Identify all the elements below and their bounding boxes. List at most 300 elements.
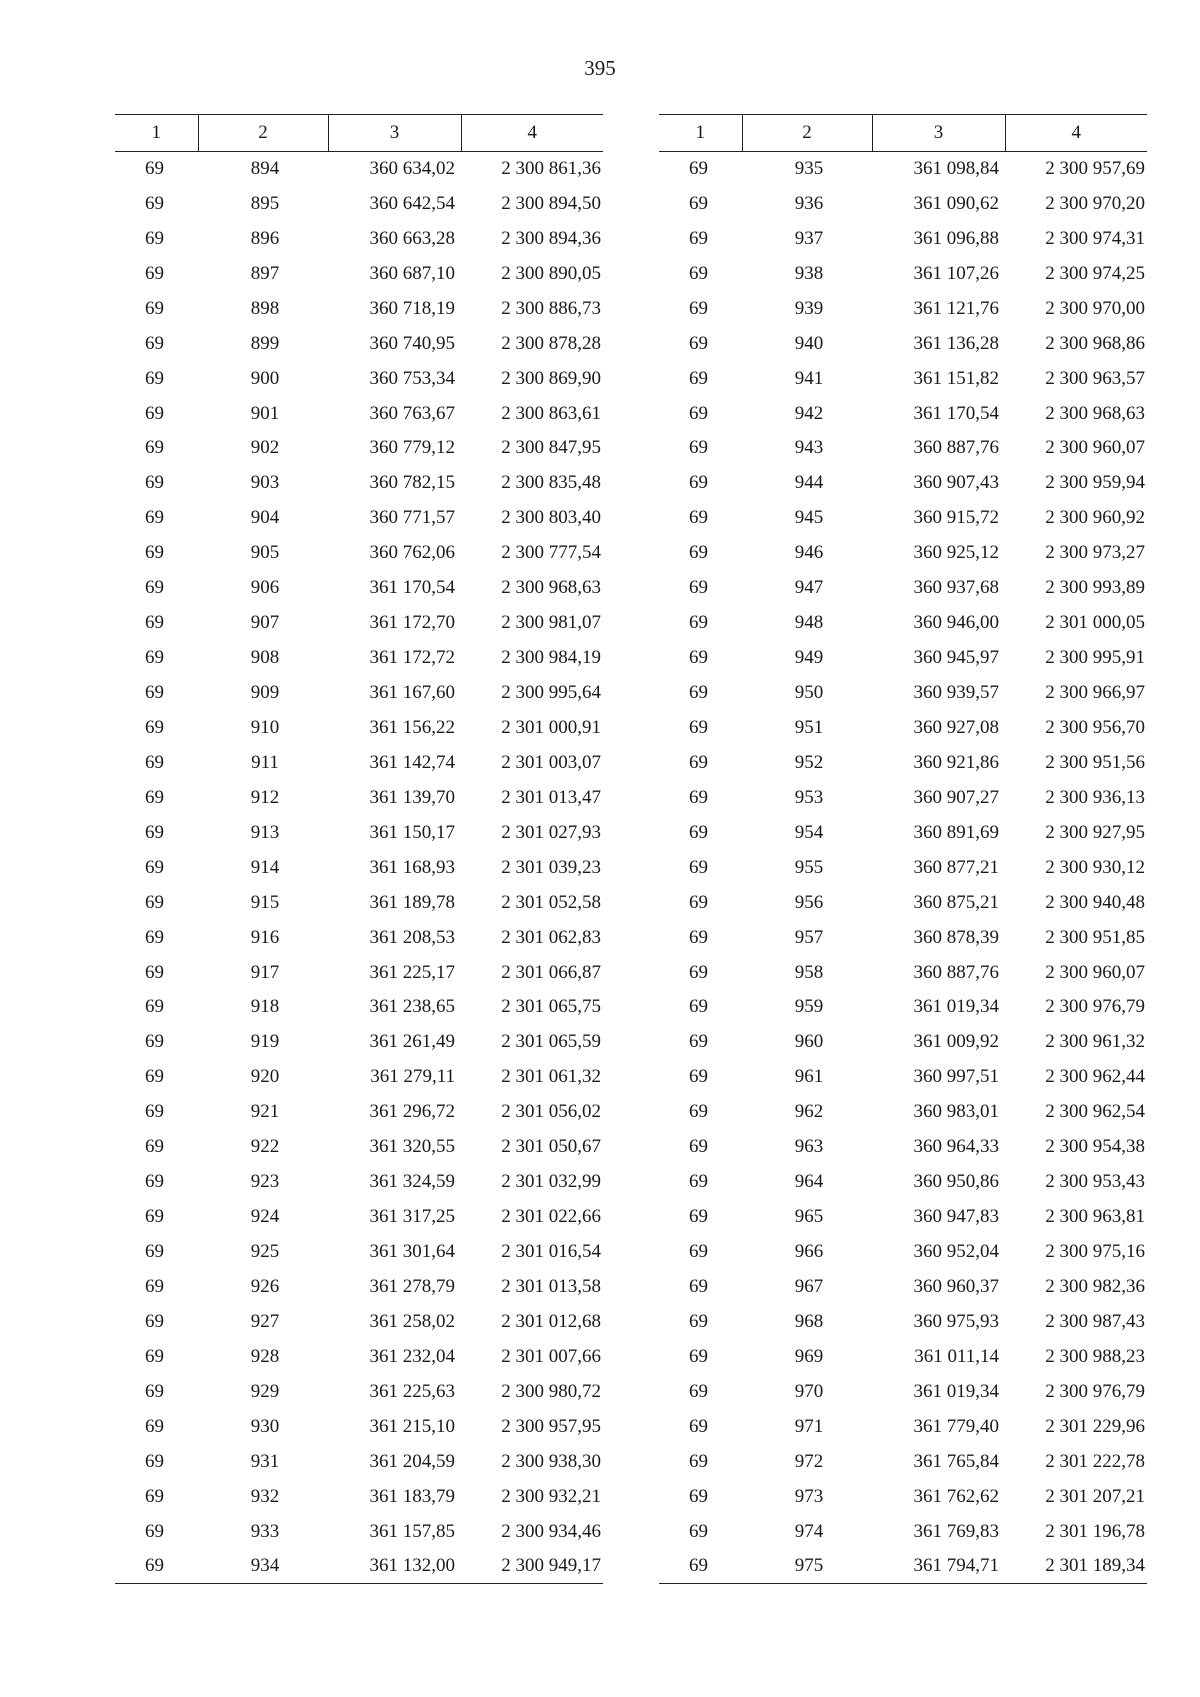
table-row — [115, 571, 603, 606]
cell-point-number: 917 — [250, 961, 280, 983]
cell-coordinate-y: 2 300 890,05 — [501, 262, 601, 284]
cell-section: 69 — [689, 996, 708, 1018]
cell-point-number: 969 — [794, 1345, 824, 1367]
cell-point-number: 963 — [794, 1136, 824, 1158]
table-row — [115, 920, 603, 955]
cell-coordinate-y: 2 301 065,59 — [501, 1031, 601, 1053]
cell-coordinate-y: 2 300 878,28 — [501, 332, 601, 354]
cell-coordinate-y: 2 300 894,50 — [501, 192, 601, 214]
column-header-3: 3 — [872, 115, 1005, 152]
cell-point-number: 949 — [794, 647, 824, 669]
cell-section: 69 — [689, 856, 708, 878]
table-row — [659, 815, 1147, 850]
cell-coordinate-y: 2 300 803,40 — [501, 507, 601, 529]
cell-section: 69 — [145, 192, 164, 214]
cell-section: 69 — [689, 332, 708, 354]
cell-coordinate-x: 360 907,27 — [913, 786, 999, 808]
cell-point-number: 929 — [250, 1380, 280, 1402]
table-row — [659, 606, 1147, 641]
column-header-4: 4 — [461, 115, 603, 152]
table-row — [115, 1374, 603, 1409]
cell-point-number: 928 — [250, 1345, 280, 1367]
table-row — [659, 1374, 1147, 1409]
cell-coordinate-y: 2 300 970,00 — [1045, 297, 1145, 319]
table-row — [659, 676, 1147, 711]
cell-section: 69 — [689, 1241, 708, 1263]
cell-section: 69 — [145, 1450, 164, 1472]
cell-coordinate-x: 360 663,28 — [369, 227, 455, 249]
table-row — [115, 990, 603, 1025]
cell-point-number: 918 — [250, 996, 280, 1018]
cell-coordinate-x: 361 225,63 — [369, 1380, 455, 1402]
cell-point-number: 951 — [794, 716, 824, 738]
cell-coordinate-x: 360 771,57 — [369, 507, 455, 529]
table-row — [115, 326, 603, 361]
cell-coordinate-y: 2 301 022,66 — [501, 1206, 601, 1228]
cell-section: 69 — [689, 158, 708, 180]
cell-coordinate-y: 2 300 951,85 — [1045, 926, 1145, 948]
cell-point-number: 910 — [250, 716, 280, 738]
cell-coordinate-x: 361 132,00 — [328, 1549, 461, 1584]
table-row — [659, 1200, 1147, 1235]
cell-coordinate-x: 360 937,68 — [913, 577, 999, 599]
cell-coordinate-y: 2 300 993,89 — [1045, 577, 1145, 599]
cell-point-number: 947 — [794, 577, 824, 599]
table-row — [659, 326, 1147, 361]
table-row — [659, 1444, 1147, 1479]
cell-coordinate-y: 2 300 974,25 — [1045, 262, 1145, 284]
cell-coordinate-y: 2 300 863,61 — [501, 402, 601, 424]
cell-coordinate-y: 2 300 960,92 — [1045, 507, 1145, 529]
cell-coordinate-x: 360 887,76 — [913, 437, 999, 459]
cell-section: 69 — [145, 1345, 164, 1367]
cell-coordinate-y: 2 300 966,97 — [1045, 682, 1145, 704]
cell-coordinate-x: 361 762,62 — [913, 1485, 999, 1507]
cell-coordinate-y: 2 300 956,70 — [1045, 716, 1145, 738]
cell-point-number: 961 — [794, 1066, 824, 1088]
cell-point-number: 911 — [251, 751, 279, 773]
table-row — [659, 256, 1147, 291]
cell-coordinate-y: 2 300 932,21 — [501, 1485, 601, 1507]
cell-coordinate-x: 360 687,10 — [369, 262, 455, 284]
table-row — [659, 1304, 1147, 1339]
table-row — [659, 1025, 1147, 1060]
cell-section: 69 — [145, 542, 164, 564]
table-row — [115, 1200, 603, 1235]
table-row — [659, 1130, 1147, 1165]
cell-coordinate-y: 2 301 032,99 — [501, 1171, 601, 1193]
cell-coordinate-y: 2 301 196,78 — [1045, 1520, 1145, 1542]
cell-coordinate-x: 361 172,72 — [369, 647, 455, 669]
cell-section: 69 — [145, 367, 164, 389]
cell-section: 69 — [145, 577, 164, 599]
cell-coordinate-y: 2 300 934,46 — [501, 1520, 601, 1542]
cell-point-number: 914 — [250, 856, 280, 878]
cell-coordinate-x: 361 278,79 — [369, 1275, 455, 1297]
table-row — [115, 1514, 603, 1549]
cell-section: 69 — [145, 262, 164, 284]
cell-section: 69 — [689, 227, 708, 249]
cell-section: 69 — [689, 1450, 708, 1472]
cell-point-number: 946 — [794, 542, 824, 564]
cell-coordinate-y: 2 300 930,12 — [1045, 856, 1145, 878]
table-row — [659, 361, 1147, 396]
cell-section: 69 — [145, 1520, 164, 1542]
table-row — [115, 501, 603, 536]
cell-coordinate-x: 361 121,76 — [913, 297, 999, 319]
cell-section: 69 — [115, 1549, 198, 1584]
table-row — [115, 431, 603, 466]
cell-coordinate-y: 2 300 981,07 — [501, 612, 601, 634]
cell-section: 69 — [145, 716, 164, 738]
table-row — [115, 780, 603, 815]
cell-section: 69 — [689, 1485, 708, 1507]
cell-section: 69 — [689, 821, 708, 843]
cell-coordinate-x: 361 090,62 — [913, 192, 999, 214]
cell-section: 69 — [145, 297, 164, 319]
cell-point-number: 950 — [794, 682, 824, 704]
cell-coordinate-x: 360 907,43 — [913, 472, 999, 494]
table-row — [659, 850, 1147, 885]
cell-point-number: 938 — [794, 262, 824, 284]
cell-coordinate-y: 2 300 960,07 — [1045, 437, 1145, 459]
coordinates-table-right — [659, 114, 1147, 1584]
cell-point-number: 974 — [794, 1520, 824, 1542]
table-row — [115, 745, 603, 780]
cell-point-number: 941 — [794, 367, 824, 389]
cell-section: 69 — [689, 262, 708, 284]
cell-point-number: 954 — [794, 821, 824, 843]
cell-section: 69 — [689, 1171, 708, 1193]
table-header-row — [115, 115, 603, 152]
cell-point-number: 943 — [794, 437, 824, 459]
cell-point-number: 952 — [794, 751, 824, 773]
cell-point-number: 967 — [794, 1275, 824, 1297]
cell-section: 69 — [689, 1031, 708, 1053]
cell-coordinate-x: 360 946,00 — [913, 612, 999, 634]
cell-coordinate-y: 2 300 953,43 — [1045, 1171, 1145, 1193]
cell-section: 69 — [145, 227, 164, 249]
table-row — [659, 501, 1147, 536]
cell-coordinate-y: 2 300 975,16 — [1045, 1241, 1145, 1263]
cell-point-number: 915 — [250, 891, 280, 913]
cell-coordinate-x: 361 215,10 — [369, 1415, 455, 1437]
cell-coordinate-y: 2 300 995,64 — [501, 682, 601, 704]
cell-coordinate-y: 2 300 974,31 — [1045, 227, 1145, 249]
cell-section: 69 — [689, 507, 708, 529]
table-row — [115, 152, 603, 187]
table-row — [659, 1479, 1147, 1514]
cell-coordinate-x: 360 950,86 — [913, 1171, 999, 1193]
cell-point-number: 959 — [794, 996, 824, 1018]
cell-section: 69 — [689, 1275, 708, 1297]
cell-section: 69 — [145, 1241, 164, 1263]
cell-coordinate-x: 361 168,93 — [369, 856, 455, 878]
cell-coordinate-y: 2 301 013,47 — [501, 786, 601, 808]
cell-section: 69 — [145, 996, 164, 1018]
table-header-row — [659, 115, 1147, 152]
cell-coordinate-y: 2 300 963,81 — [1045, 1206, 1145, 1228]
table-row — [115, 361, 603, 396]
cell-point-number: 970 — [794, 1380, 824, 1402]
table-row — [659, 641, 1147, 676]
cell-coordinate-x: 360 947,83 — [913, 1206, 999, 1228]
table-body-right — [659, 152, 1147, 1584]
cell-section: 69 — [689, 402, 708, 424]
cell-section: 69 — [145, 1171, 164, 1193]
cell-coordinate-x: 361 225,17 — [369, 961, 455, 983]
cell-coordinate-x: 361 765,84 — [913, 1450, 999, 1472]
column-header-2: 2 — [198, 115, 328, 152]
cell-coordinate-x: 361 258,02 — [369, 1310, 455, 1332]
table-row — [115, 1025, 603, 1060]
cell-point-number: 921 — [250, 1101, 280, 1123]
cell-section: 69 — [145, 926, 164, 948]
cell-coordinate-x: 360 983,01 — [913, 1101, 999, 1123]
page-number: 395 — [584, 56, 616, 80]
cell-coordinate-y: 2 300 968,86 — [1045, 332, 1145, 354]
cell-coordinate-y: 2 300 963,57 — [1045, 367, 1145, 389]
cell-coordinate-y: 2 300 960,07 — [1045, 961, 1145, 983]
cell-section: 69 — [689, 1310, 708, 1332]
table-row — [115, 850, 603, 885]
cell-point-number: 920 — [250, 1066, 280, 1088]
cell-section: 69 — [145, 1206, 164, 1228]
cell-coordinate-x: 360 718,19 — [369, 297, 455, 319]
cell-coordinate-x: 361 009,92 — [913, 1031, 999, 1053]
cell-section: 69 — [145, 1380, 164, 1402]
cell-coordinate-y: 2 300 968,63 — [501, 577, 601, 599]
cell-coordinate-x: 360 875,21 — [913, 891, 999, 913]
table-row — [659, 955, 1147, 990]
cell-coordinate-x: 360 878,39 — [913, 926, 999, 948]
cell-section: 69 — [145, 1415, 164, 1437]
cell-coordinate-x: 360 887,76 — [913, 961, 999, 983]
table-row — [659, 1060, 1147, 1095]
cell-coordinate-x: 361 301,64 — [369, 1241, 455, 1263]
cell-coordinate-x: 361 019,34 — [913, 1380, 999, 1402]
column-header-2: 2 — [742, 115, 872, 152]
cell-section: 69 — [659, 1549, 742, 1584]
cell-coordinate-y: 2 300 936,13 — [1045, 786, 1145, 808]
cell-coordinate-y: 2 300 973,27 — [1045, 542, 1145, 564]
cell-coordinate-x: 360 763,67 — [369, 402, 455, 424]
table-row — [115, 1549, 603, 1584]
cell-section: 69 — [689, 577, 708, 599]
cell-point-number: 923 — [250, 1171, 280, 1193]
cell-point-number: 912 — [250, 786, 280, 808]
cell-section: 69 — [145, 472, 164, 494]
table-row — [659, 221, 1147, 256]
cell-coordinate-x: 361 794,71 — [872, 1549, 1005, 1584]
cell-point-number: 973 — [794, 1485, 824, 1507]
cell-coordinate-y: 2 301 039,23 — [501, 856, 601, 878]
cell-coordinate-x: 361 011,14 — [914, 1345, 999, 1367]
cell-point-number: 937 — [794, 227, 824, 249]
cell-section: 69 — [689, 1136, 708, 1158]
cell-coordinate-x: 361 779,40 — [913, 1415, 999, 1437]
table-row — [659, 186, 1147, 221]
cell-coordinate-x: 361 296,72 — [369, 1101, 455, 1123]
table-row — [115, 1339, 603, 1374]
cell-coordinate-x: 361 167,60 — [369, 682, 455, 704]
cell-point-number: 956 — [794, 891, 824, 913]
cell-coordinate-y: 2 301 207,21 — [1045, 1485, 1145, 1507]
cell-coordinate-y: 2 301 027,93 — [501, 821, 601, 843]
cell-point-number: 906 — [250, 577, 280, 599]
cell-point-number: 904 — [250, 507, 280, 529]
column-header-1: 1 — [115, 115, 198, 152]
table-row — [659, 1095, 1147, 1130]
cell-point-number: 935 — [794, 158, 824, 180]
table-row — [115, 1304, 603, 1339]
cell-coordinate-x: 360 952,04 — [913, 1241, 999, 1263]
table-row — [659, 745, 1147, 780]
cell-coordinate-y: 2 301 189,34 — [1005, 1549, 1147, 1584]
cell-coordinate-y: 2 300 976,79 — [1045, 996, 1145, 1018]
cell-section: 69 — [145, 647, 164, 669]
cell-coordinate-x: 361 142,74 — [369, 751, 455, 773]
cell-point-number: 936 — [794, 192, 824, 214]
cell-point-number: 972 — [794, 1450, 824, 1472]
cell-point-number: 897 — [250, 262, 280, 284]
cell-coordinate-x: 361 098,84 — [913, 158, 999, 180]
cell-coordinate-x: 361 204,59 — [369, 1450, 455, 1472]
cell-point-number: 942 — [794, 402, 824, 424]
cell-point-number: 919 — [250, 1031, 280, 1053]
cell-coordinate-x: 361 170,54 — [913, 402, 999, 424]
cell-point-number: 968 — [794, 1310, 824, 1332]
cell-coordinate-y: 2 300 995,91 — [1045, 647, 1145, 669]
table-row — [659, 780, 1147, 815]
table-row — [659, 1514, 1147, 1549]
cell-point-number: 898 — [250, 297, 280, 319]
table-row — [659, 1409, 1147, 1444]
cell-point-number: 960 — [794, 1031, 824, 1053]
table-row — [115, 186, 603, 221]
cell-coordinate-x: 360 927,08 — [913, 716, 999, 738]
cell-coordinate-x: 360 740,95 — [369, 332, 455, 354]
cell-coordinate-x: 360 997,51 — [913, 1066, 999, 1088]
cell-coordinate-x: 360 975,93 — [913, 1310, 999, 1332]
cell-point-number: 899 — [250, 332, 280, 354]
cell-point-number: 932 — [250, 1485, 280, 1507]
cell-point-number: 933 — [250, 1520, 280, 1542]
cell-coordinate-x: 361 238,65 — [369, 996, 455, 1018]
cell-coordinate-y: 2 301 003,07 — [501, 751, 601, 773]
cell-coordinate-x: 361 170,54 — [369, 577, 455, 599]
cell-coordinate-y: 2 300 927,95 — [1045, 821, 1145, 843]
cell-section: 69 — [145, 961, 164, 983]
cell-coordinate-x: 361 208,53 — [369, 926, 455, 948]
cell-coordinate-y: 2 300 869,90 — [501, 367, 601, 389]
cell-coordinate-x: 361 157,85 — [369, 1520, 455, 1542]
table-row — [659, 1165, 1147, 1200]
cell-point-number: 953 — [794, 786, 824, 808]
cell-coordinate-x: 361 320,55 — [369, 1136, 455, 1158]
cell-section: 69 — [145, 507, 164, 529]
cell-section: 69 — [689, 542, 708, 564]
cell-section: 69 — [689, 926, 708, 948]
cell-section: 69 — [145, 612, 164, 634]
table-row — [115, 606, 603, 641]
cell-section: 69 — [689, 647, 708, 669]
cell-coordinate-y: 2 301 000,91 — [501, 716, 601, 738]
cell-coordinate-y: 2 301 007,66 — [501, 1345, 601, 1367]
table-row — [115, 1165, 603, 1200]
cell-point-number: 962 — [794, 1101, 824, 1123]
table-row — [659, 1549, 1147, 1584]
cell-point-number: 913 — [250, 821, 280, 843]
column-header-4: 4 — [1005, 115, 1147, 152]
cell-coordinate-y: 2 300 970,20 — [1045, 192, 1145, 214]
cell-coordinate-y: 2 300 861,36 — [501, 158, 601, 180]
cell-coordinate-y: 2 300 968,63 — [1045, 402, 1145, 424]
cell-section: 69 — [145, 437, 164, 459]
cell-section: 69 — [145, 1031, 164, 1053]
cell-section: 69 — [145, 1136, 164, 1158]
table-row — [659, 466, 1147, 501]
cell-section: 69 — [689, 437, 708, 459]
cell-coordinate-y: 2 300 962,44 — [1045, 1066, 1145, 1088]
cell-coordinate-y: 2 300 835,48 — [501, 472, 601, 494]
cell-point-number: 896 — [250, 227, 280, 249]
table-row — [659, 990, 1147, 1025]
cell-coordinate-x: 360 915,72 — [913, 507, 999, 529]
table-row — [659, 291, 1147, 326]
cell-point-number: 925 — [250, 1241, 280, 1263]
cell-coordinate-y: 2 301 222,78 — [1045, 1450, 1145, 1472]
table-row — [659, 571, 1147, 606]
cell-coordinate-y: 2 300 951,56 — [1045, 751, 1145, 773]
cell-point-number: 895 — [250, 192, 280, 214]
cell-point-number: 940 — [794, 332, 824, 354]
cell-coordinate-y: 2 301 056,02 — [501, 1101, 601, 1123]
cell-section: 69 — [145, 332, 164, 354]
table-row — [115, 1409, 603, 1444]
cell-point-number: 901 — [250, 402, 280, 424]
table-row — [115, 1235, 603, 1270]
cell-section: 69 — [689, 716, 708, 738]
cell-section: 69 — [145, 158, 164, 180]
table-row — [659, 920, 1147, 955]
table-row — [659, 396, 1147, 431]
cell-coordinate-x: 361 139,70 — [369, 786, 455, 808]
cell-coordinate-x: 361 279,11 — [370, 1066, 455, 1088]
cell-section: 69 — [689, 751, 708, 773]
cell-section: 69 — [689, 612, 708, 634]
cell-point-number: 926 — [250, 1275, 280, 1297]
cell-coordinate-x: 361 156,22 — [369, 716, 455, 738]
cell-section: 69 — [689, 786, 708, 808]
cell-section: 69 — [145, 402, 164, 424]
cell-coordinate-y: 2 300 847,95 — [501, 437, 601, 459]
cell-coordinate-y: 2 300 949,17 — [461, 1549, 603, 1584]
cell-coordinate-x: 360 921,86 — [913, 751, 999, 773]
cell-coordinate-y: 2 301 013,58 — [501, 1275, 601, 1297]
cell-coordinate-x: 361 150,17 — [369, 821, 455, 843]
cell-section: 69 — [145, 856, 164, 878]
cell-section: 69 — [145, 786, 164, 808]
cell-coordinate-x: 361 136,28 — [913, 332, 999, 354]
cell-section: 69 — [689, 1520, 708, 1542]
cell-coordinate-y: 2 300 980,72 — [501, 1380, 601, 1402]
table-row — [115, 1095, 603, 1130]
cell-coordinate-y: 2 301 066,87 — [501, 961, 601, 983]
table-row — [115, 1444, 603, 1479]
cell-section: 69 — [145, 682, 164, 704]
cell-coordinate-x: 361 183,79 — [369, 1485, 455, 1507]
